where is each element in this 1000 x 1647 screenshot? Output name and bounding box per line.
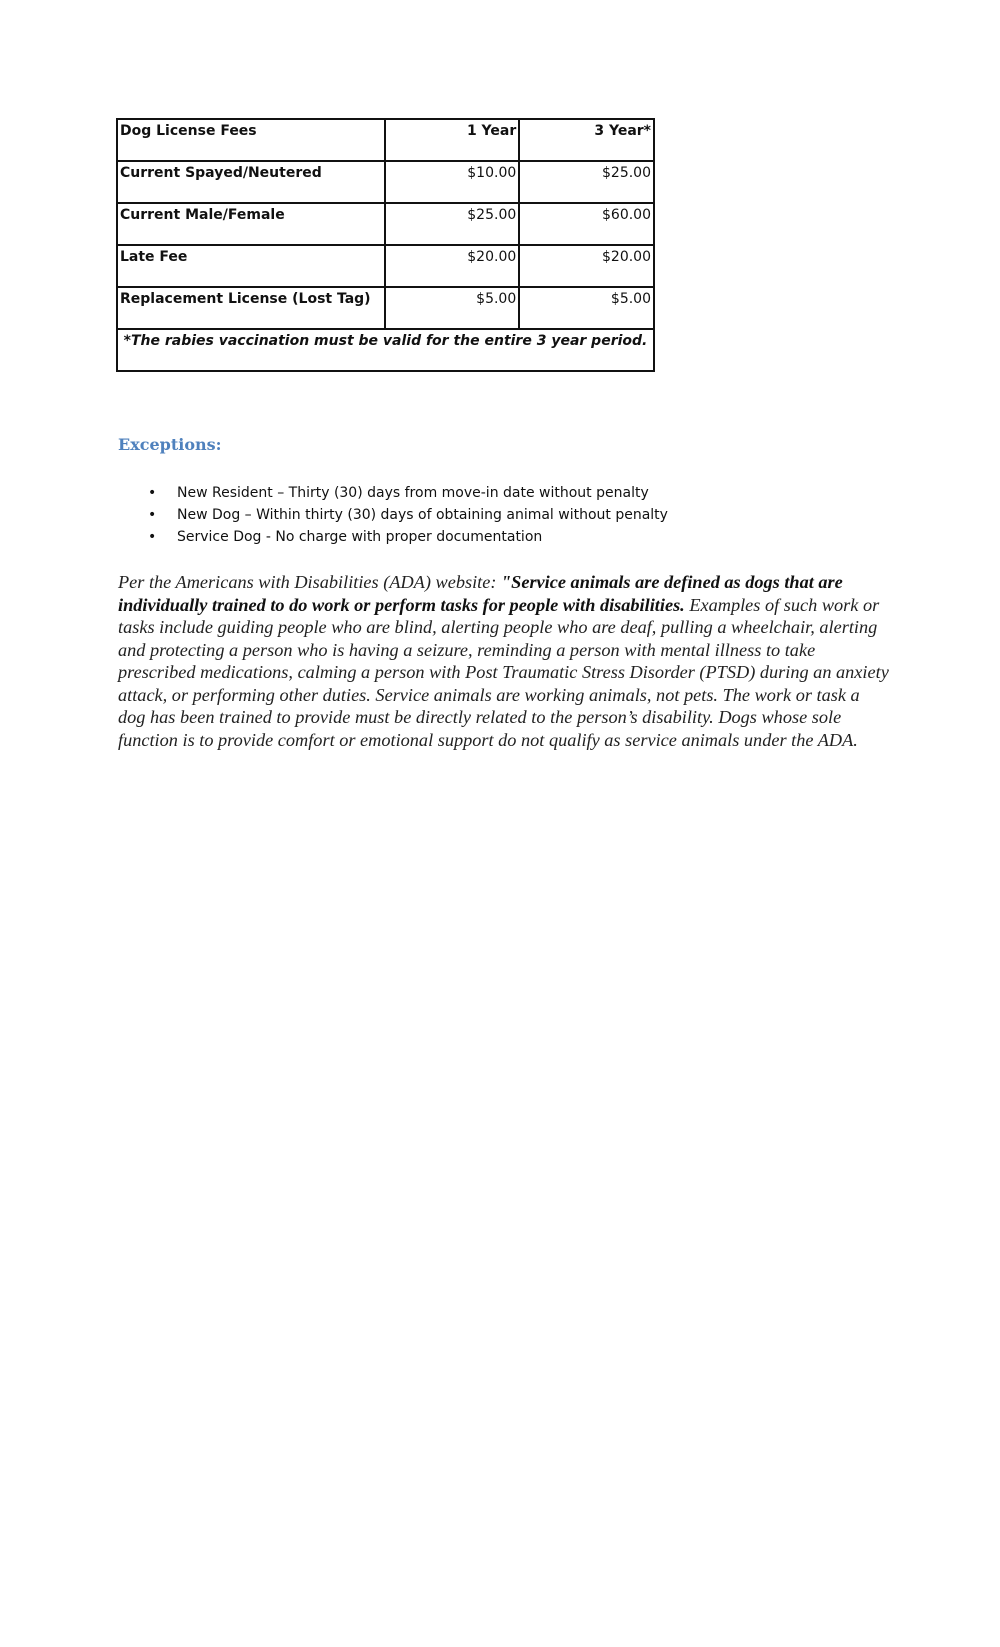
fee-row-1-year: $25.00 [385,203,520,245]
exceptions-heading: Exceptions: [118,435,222,454]
table-row [117,203,654,245]
fee-table-header-label: Dog License Fees [117,119,385,161]
bullet-icon: • [148,529,157,545]
list-item [118,504,668,526]
fee-table-header-3-year: 3 Year* [519,119,654,161]
fee-row-3-year: $25.00 [519,161,654,203]
list-item [118,482,668,504]
bullet-icon: • [148,485,157,501]
exception-text: New Dog – Within thirty (30) days of obtaining animal without penalty [177,507,668,523]
fee-row-1-year: $5.00 [385,287,520,329]
table-row [117,161,654,203]
fee-row-label: Current Male/Female [117,203,385,245]
exception-text: New Resident – Thirty (30) days from move-in date without penalty [177,485,649,501]
fee-row-1-year: $10.00 [385,161,520,203]
table-row [117,287,654,329]
fee-table-note-row [117,329,654,371]
fee-row-3-year: $5.00 [519,287,654,329]
fee-row-3-year: $20.00 [519,245,654,287]
exception-text: Service Dog - No charge with proper documentation [177,529,543,545]
fee-row-label: Late Fee [117,245,385,287]
list-item [118,526,668,548]
fee-table-header-row [117,119,654,161]
ada-service-animal-paragraph [118,571,890,751]
exceptions-list [118,482,668,548]
ada-definition-bold: "Service animals are defined as dogs that are individually trained to do work or perform tasks for people with disabilities. [118,572,843,615]
ada-examples-text: Examples of such work or tasks include guiding people who are blind, alerting people who are deaf, pulling a wheelchair, alerting and protecting a person who is having a seizure, reminding a person with mental illness to take prescribed medications, calming a person with Post Traumatic Stress Disorder (PTSD) during an anxiety attack, or performing other duties. Service animals are working animals, not pets. The work or task a dog has been trained to provide must be directly related to the person’s disability. Dogs whose sole function is to provide comfort or emotional support do not qualify as service animals under the ADA. [118,594,889,750]
table-row [117,245,654,287]
rabies-vaccination-note: *The rabies vaccination must be valid for the entire 3 year period. [117,329,654,371]
fee-table-header-1-year: 1 Year [385,119,520,161]
ada-intro-text: Per the Americans with Disabilities (ADA) website: [118,572,502,592]
fee-row-3-year: $60.00 [519,203,654,245]
bullet-icon: • [148,507,157,523]
fee-row-1-year: $20.00 [385,245,520,287]
dog-license-fee-table [116,118,655,372]
fee-row-label: Replacement License (Lost Tag) [117,287,385,329]
fee-row-label: Current Spayed/Neutered [117,161,385,203]
